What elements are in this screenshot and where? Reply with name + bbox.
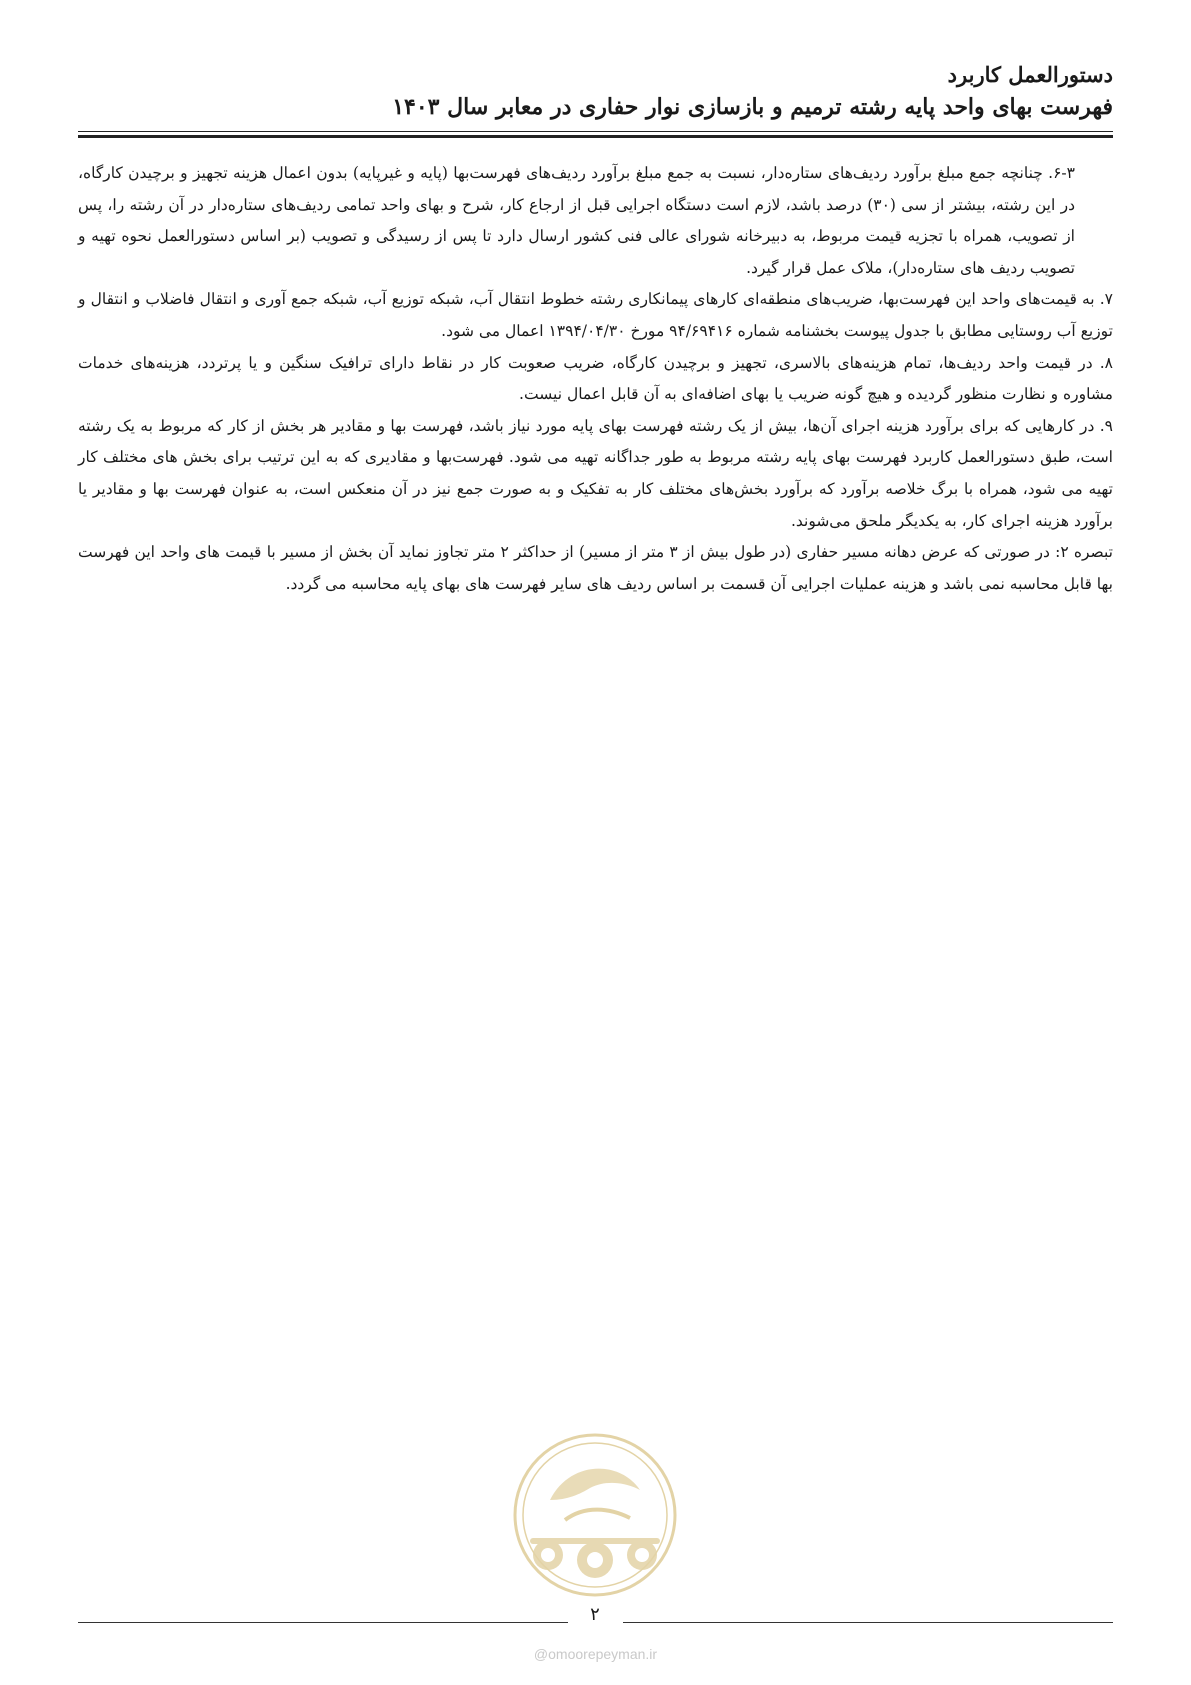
paragraph-9: ۹. در کارهایی که برای برآورد هزینه اجرای آن‌ها، بیش از یک رشته فهرست بهای پایه مورد نیاز باشد، فهرست بها و مقادیر هر بخش از کار که مربوط به یک رشته است، طبق دستورالعمل کاربرد فهرست بهای پایه رشته مربوط به طور جداگانه تهیه می شود. فهرست‌بها و مقادیری که به این ترتیب برای بخش های مختلف کار تهیه می شود، همراه با برگ خلاصه برآورد که برآورد بخش‌های مختلف کار به تفکیک و به صورت جمع نیز در آن منعکس است، به عنوان فهرست بها و مقادیر یا برآورد هزینه اجرای کار، به یکدیگر ملحق می‌شوند. (78, 416, 1113, 530)
document-body (78, 158, 1113, 600)
paragraph-8: ۸. در قیمت واحد ردیف‌ها، تمام هزینه‌های بالاسری، تجهیز و برچیدن کارگاه، ضریب صعوبت کار در نقاط دارای ترافیک سنگین و یا پرتردد، هزینه‌های خدمات مشاوره و نظارت منظور گردیده و هیچ گونه ضریب یا بهای اضافه‌ای به آن قابل اعمال نیست. (78, 353, 1113, 404)
seal-logo (510, 1430, 680, 1600)
note-2: تبصره ۲: در صورتی که عرض دهانه مسیر حفاری (در طول بیش از ۳ متر از مسیر) از حداکثر ۲ متر تجاوز نماید آن بخش از مسیر با قیمت های واحد این فهرست بها قابل محاسبه نمی باشد و هزینه عملیات اجرایی آن قسمت بر اساس ردیف های سایر فهرست های بهای پایه محاسبه می گردد. (78, 543, 1113, 593)
header-title: دستورالعمل کاربرد (947, 62, 1113, 87)
footer-rule-right (623, 1622, 1113, 1623)
paragraph-7: ۷. به قیمت‌های واحد این فهرست‌بها، ضریب‌های منطقه‌ای کارهای پیمانکاری رشته خطوط انتقال آب، شبکه توزیع آب، شبکه جمع آوری و انتقال فاضلاب و انتقال و توزیع آب روستایی مطابق با جدول پیوست بخشنامه شماره ۹۴/۶۹۴۱۶ مورخ ۱۳۹۴/۰۴/۳۰ اعمال می شود. (78, 290, 1113, 340)
footer-rule-left (78, 1622, 568, 1623)
header-rule-thin (78, 131, 1113, 132)
header-subtitle: فهرست بهای واحد پایه رشته ترمیم و بازسازی نوار حفاری در معابر سال ۱۴۰۳ (392, 94, 1113, 120)
paragraph-6-3: ۶-۳. چنانچه جمع مبلغ برآورد ردیف‌های ستاره‌دار، نسبت به جمع مبلغ برآورد ردیف‌های فهرست‌بها (پایه و غیرپایه) بدون اعمال هزینه تجهیز و برچیدن کارگاه، در این رشته، بیشتر از سی (۳۰) درصد باشد، لازم است دستگاه اجرایی قبل از ارجاع کار، شرح و بهای واحد تمامی ردیف‌های ستاره‌دار در آن رشته را، پس از تصویب، همراه با تجزیه قیمت مربوط، به دبیرخانه شورای عالی فنی کشور ارسال دارد تا پس از رسیدگی و تصویب (بر اساس دستورالعمل نحوه تهیه و تصویب ردیف های ستاره‌دار)، ملاک عمل قرار گیرد. (78, 164, 1076, 277)
watermark-url: @omoorepeyman.ir (533, 1646, 658, 1662)
page-header (78, 60, 1113, 124)
page-number: ۲ (590, 1604, 600, 1625)
header-rule-thick (78, 135, 1113, 138)
